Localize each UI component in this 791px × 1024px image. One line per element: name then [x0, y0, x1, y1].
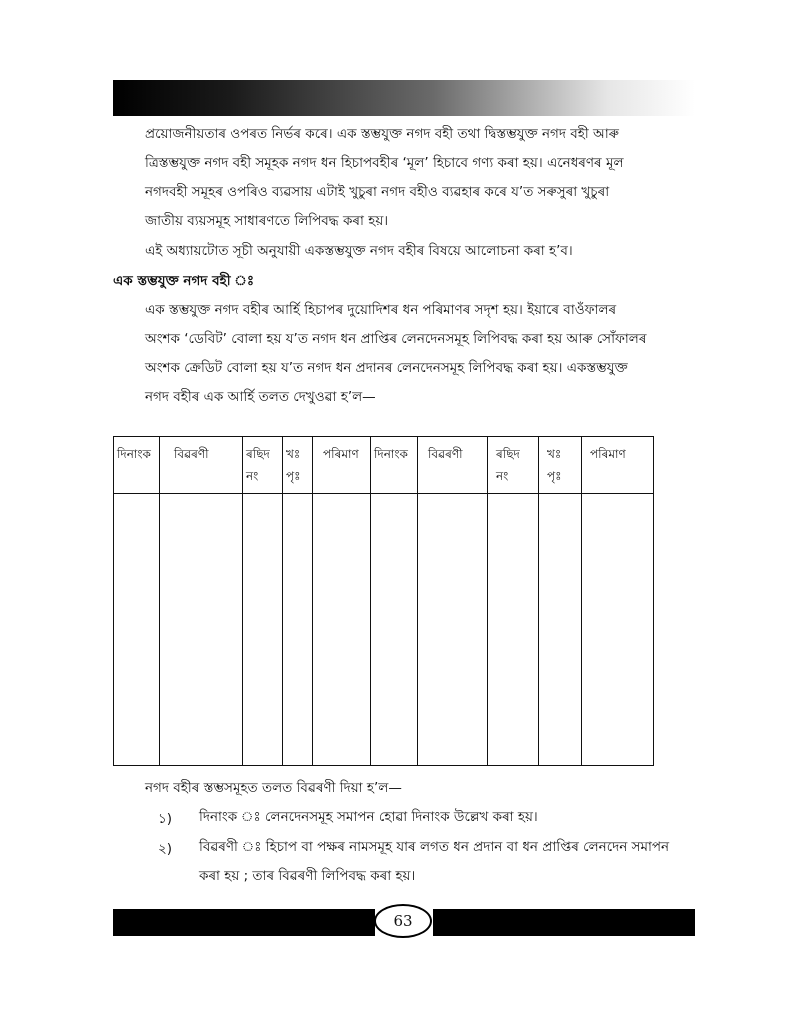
paragraph-3-line-3: অংশক ক্ৰেডিট বোলা হয় য’ত নগদ ধন প্ৰদানৰ লেনদেনসমূহ লিপিবদ্ধ কৰা হয়। একস্তম্ভযুক্ত	[145, 360, 628, 376]
ledger-header-text: দিনাংক	[374, 447, 408, 461]
ledger-header-text: দিনাংক	[117, 447, 151, 461]
ledger-col-lf-debit	[283, 437, 313, 765]
list-item-2-text-line-1: বিৱৰণী ঃ হিচাপ বা পক্ষৰ নামসমূহ যাৰ লগত ধন প্ৰদান বা ধন প্ৰাপ্তিৰ লেনদেন সমাপন	[199, 839, 670, 855]
ledger-header-text: পৃঃ	[547, 469, 562, 483]
paragraph-3-line-4: নগদ বহীৰ এক আৰ্হি তলত দেখুওৱা হ’ল—	[145, 389, 376, 405]
ledger-col-amount-credit	[582, 437, 652, 765]
page-number: 63	[393, 912, 413, 930]
columns-intro: নগদ বহীৰ স্তম্ভসমূহত তলত বিৱৰণী দিয়া হ’ল—	[145, 780, 402, 796]
ledger-header-text: বিৱৰণী	[428, 447, 463, 461]
paragraph-1-line-1: প্ৰয়োজনীয়তাৰ ওপৰত নিৰ্ভৰ কৰে। এক স্তম্ভযুক্ত নগদ বহী তথা দ্বিস্তম্ভযুক্ত নগদ বহী আৰু	[145, 126, 619, 142]
ledger-header-text: পৰিমাণ	[590, 447, 626, 461]
list-item-number: ২)	[158, 841, 173, 857]
ledger-header-text: ৰছিদ	[496, 447, 520, 461]
footer-bar-right	[433, 909, 695, 936]
ledger-col-amount-debit	[313, 437, 371, 765]
ledger-col-particulars-credit	[418, 437, 488, 765]
ledger-header-text: খঃ	[547, 447, 562, 461]
header-bar	[113, 80, 695, 116]
list-item-2-text-line-2: কৰা হয় ; তাৰ বিৱৰণী লিপিবদ্ধ কৰা হয়।	[199, 868, 416, 884]
list-item-1-text: দিনাংক ঃ লেনদেনসমূহ সমাপন হোৱা দিনাংক উল্লেখ কৰা হয়।	[199, 809, 538, 825]
paragraph-3-line-2: অংশক ‘ডেবিট’ বোলা হয় য’ত নগদ ধন প্ৰাপ্তিৰ লেনদেনসমূহ লিপিবদ্ধ কৰা হয় আৰু সোঁফালৰ	[145, 331, 647, 347]
paragraph-1-line-3: নগদবহী সমূহৰ ওপৰিও ব্যৱসায় এটাই খুচুৰা নগদ বহীও ব্যৱহাৰ কৰে য’ত সৰুসুৰা খুচুৰা	[145, 184, 610, 200]
paragraph-3-line-1: এক স্তম্ভযুক্ত নগদ বহীৰ আৰ্হি হিচাপৰ দুয়োদিশৰ ধন পৰিমাণৰ সদৃশ হয়। ইয়াৰে বাওঁফালৰ	[145, 302, 617, 318]
ledger-header-text: খঃ	[286, 447, 301, 461]
paragraph-2: এই অধ্যায়টোত সূচী অনুযায়ী একস্তম্ভযুক্ত নগদ বহীৰ বিষয়ে আলোচনা কৰা হ’ব।	[145, 243, 573, 259]
ledger-col-date-debit	[114, 437, 160, 765]
ledger-header-text: নং	[246, 469, 259, 483]
section-heading: এক স্তম্ভযুক্ত নগদ বহী ঃ	[113, 273, 255, 289]
ledger-header-text: নং	[496, 469, 509, 483]
list-item-number: ১)	[158, 811, 173, 827]
ledger-col-particulars-debit	[160, 437, 243, 765]
page-number-oval	[374, 904, 432, 938]
ledger-col-receipt-credit	[488, 437, 539, 765]
cash-book-ledger-table	[113, 436, 654, 766]
ledger-header-text: ৰছিদ	[246, 447, 270, 461]
ledger-header-text: বিৱৰণী	[174, 447, 209, 461]
ledger-col-receipt-debit	[243, 437, 283, 765]
ledger-col-date-credit	[371, 437, 418, 765]
ledger-col-lf-credit	[539, 437, 582, 765]
paragraph-1-line-4: জাতীয় ব্যয়সমূহ সাধাৰণতে লিপিবদ্ধ কৰা হয়।	[145, 213, 389, 229]
paragraph-1-line-2: ত্ৰিস্তম্ভযুক্ত নগদ বহী সমূহক নগদ ধন হিচাপবহীৰ ‘মূল’ হিচাবে গণ্য কৰা হয়। এনেধৰণৰ মূল	[145, 155, 624, 171]
ledger-header-text: পৰিমাণ	[323, 447, 359, 461]
footer-bar-left	[113, 909, 375, 936]
ledger-header-text: পৃঃ	[286, 469, 301, 483]
